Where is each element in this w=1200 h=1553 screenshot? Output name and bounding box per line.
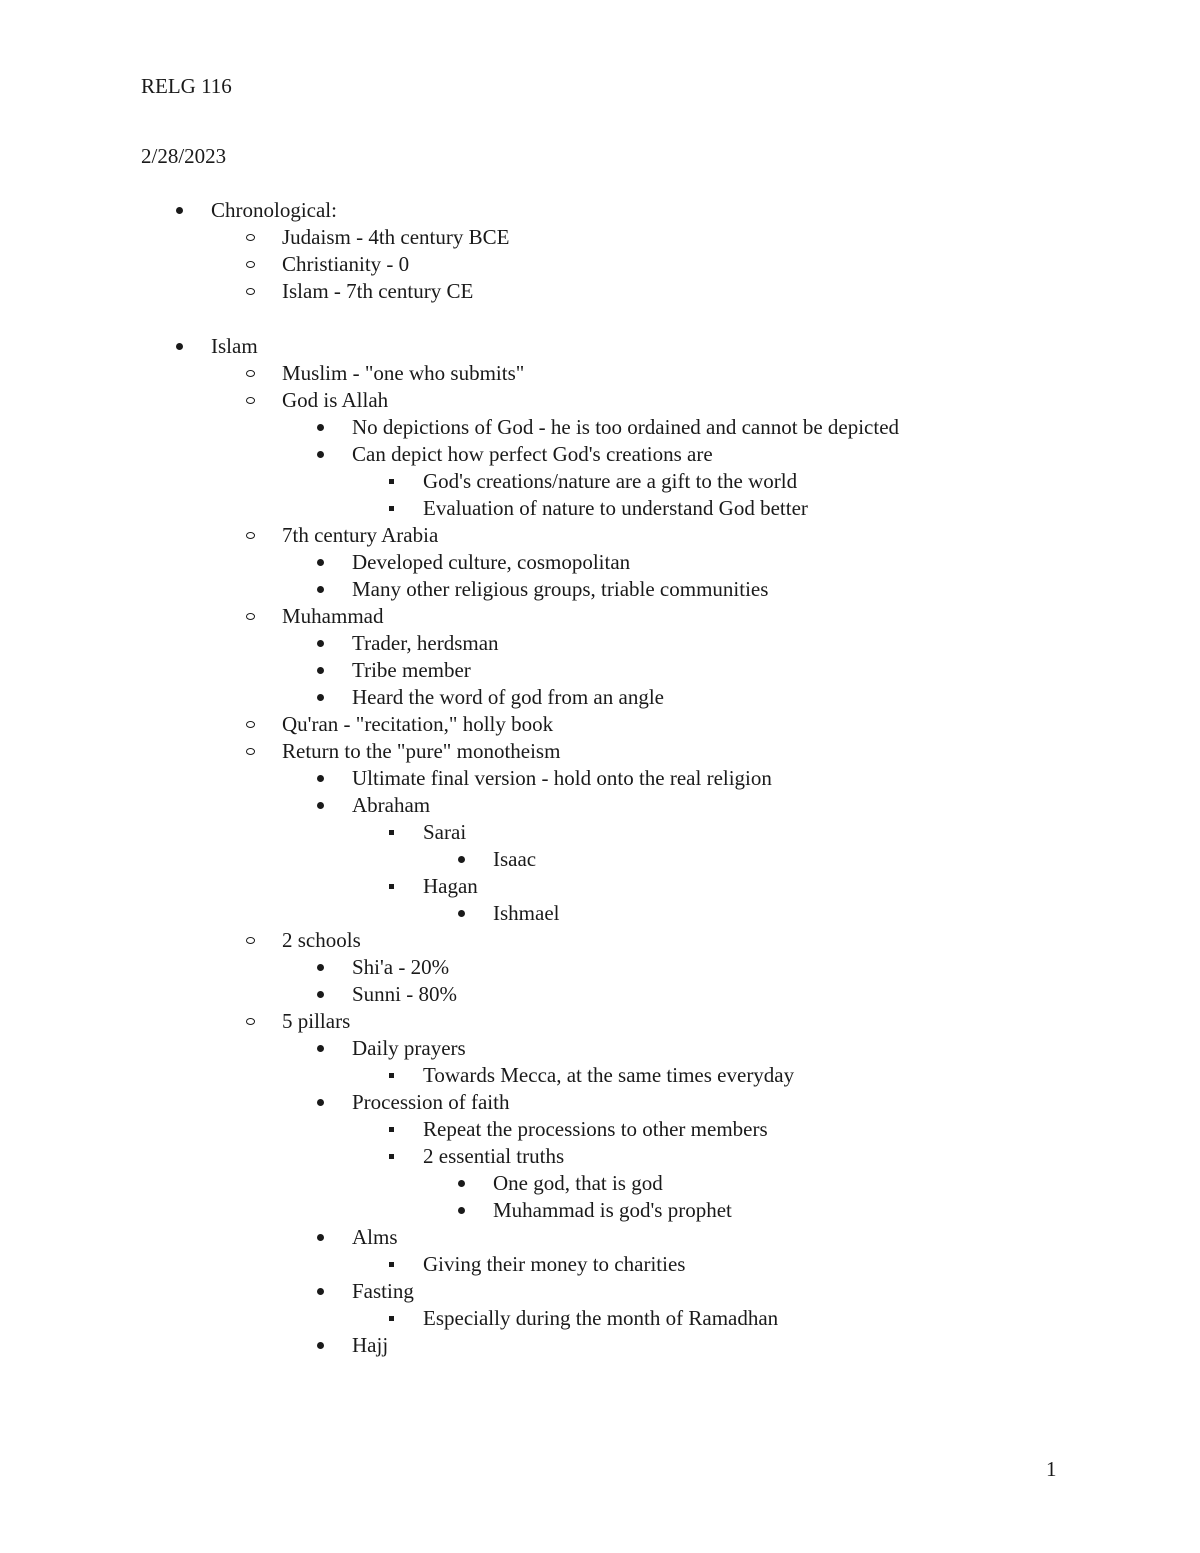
hollow-bullet-icon	[240, 224, 260, 251]
outline-item-level-3	[0, 1035, 1200, 1062]
outline-item-level-3	[0, 954, 1200, 981]
square-bullet-icon	[381, 1305, 401, 1332]
page-number: 1	[1046, 1457, 1057, 1481]
outline-item-text: Hagan	[423, 874, 478, 898]
hollow-bullet-icon	[240, 1008, 260, 1035]
bullet-icon	[310, 765, 330, 792]
outline-item-level-2	[0, 522, 1200, 549]
outline-item-level-1	[0, 197, 1200, 224]
outline-item-text: Towards Mecca, at the same times everyday	[423, 1063, 795, 1087]
outline-item-level-4	[0, 1062, 1200, 1089]
outline-item-level-2	[0, 251, 1200, 278]
square-bullet-icon	[381, 819, 401, 846]
outline-item-text: Repeat the processions to other members	[423, 1117, 768, 1141]
outline-item-text: No depictions of God - he is too ordained and cannot be depicted	[352, 415, 900, 439]
outline-item-text: Ultimate final version - hold onto the real religion	[352, 766, 772, 790]
hollow-bullet-icon	[240, 603, 260, 630]
hollow-bullet-icon	[240, 387, 260, 414]
bullet-icon	[169, 197, 189, 224]
outline-item-level-2	[0, 360, 1200, 387]
outline-item-level-4	[0, 1305, 1200, 1332]
outline-item-text: Islam	[211, 334, 258, 358]
outline-item-text: God's creations/nature are a gift to the world	[423, 469, 798, 493]
bullet-icon	[310, 1089, 330, 1116]
hollow-bullet-icon	[240, 278, 260, 305]
outline-item-level-5	[0, 1170, 1200, 1197]
note-date: 2/28/2023	[141, 144, 227, 168]
bullet-icon	[310, 954, 330, 981]
outline-item-level-2	[0, 711, 1200, 738]
square-bullet-icon	[381, 1251, 401, 1278]
outline-item-text: Return to the "pure" monotheism	[282, 739, 561, 763]
bullet-icon	[451, 900, 471, 927]
outline-item-text: Shi'a - 20%	[352, 955, 450, 979]
outline-item-text: Giving their money to charities	[423, 1252, 686, 1276]
outline-item-text: Isaac	[493, 847, 537, 871]
outline-item-text: Procession of faith	[352, 1090, 510, 1114]
outline-item-text: Sunni - 80%	[352, 982, 457, 1006]
outline-item-text: Qu'ran - "recitation," holly book	[282, 712, 554, 736]
outline-item-text: Sarai	[423, 820, 467, 844]
outline-item-level-4	[0, 495, 1200, 522]
outline-item-level-3	[0, 657, 1200, 684]
outline-item-text: Muhammad	[282, 604, 384, 628]
outline-item-text: Chronological:	[211, 198, 337, 222]
hollow-bullet-icon	[240, 711, 260, 738]
outline-item-text: Tribe member	[352, 658, 471, 682]
bullet-icon	[310, 576, 330, 603]
outline-item-level-3	[0, 630, 1200, 657]
outline-item-level-2	[0, 1008, 1200, 1035]
hollow-bullet-icon	[240, 522, 260, 549]
outline-item-text: Especially during the month of Ramadhan	[423, 1306, 779, 1330]
bullet-icon	[310, 1332, 330, 1359]
outline-item-level-3	[0, 684, 1200, 711]
outline-item-text: Hajj	[352, 1333, 389, 1357]
bullet-icon	[451, 846, 471, 873]
outline-item-text: Abraham	[352, 793, 431, 817]
bullet-icon	[310, 981, 330, 1008]
outline-item-text: Heard the word of god from an angle	[352, 685, 664, 709]
bullet-icon	[310, 1224, 330, 1251]
bullet-icon	[451, 1197, 471, 1224]
outline-item-level-5	[0, 900, 1200, 927]
outline-item-level-4	[0, 1116, 1200, 1143]
outline-item-text: One god, that is god	[493, 1171, 663, 1195]
bullet-icon	[310, 441, 330, 468]
outline-item-text: Islam - 7th century CE	[282, 279, 474, 303]
outline-item-level-2	[0, 278, 1200, 305]
outline-item-level-3	[0, 1278, 1200, 1305]
bullet-icon	[310, 630, 330, 657]
outline-item-level-3	[0, 1224, 1200, 1251]
bullet-icon	[169, 333, 189, 360]
square-bullet-icon	[381, 873, 401, 900]
outline-item-text: Daily prayers	[352, 1036, 466, 1060]
outline-item-level-5	[0, 846, 1200, 873]
outline-item-level-3	[0, 1089, 1200, 1116]
outline-item-text: God is Allah	[282, 388, 389, 412]
hollow-bullet-icon	[240, 251, 260, 278]
outline-item-text: 5 pillars	[282, 1009, 351, 1033]
outline-item-level-2	[0, 387, 1200, 414]
outline-item-text: 7th century Arabia	[282, 523, 439, 547]
outline-item-level-4	[0, 873, 1200, 900]
outline-item-text: Muhammad is god's prophet	[493, 1198, 732, 1222]
outline-item-text: Judaism - 4th century BCE	[282, 225, 510, 249]
outline-item-level-3	[0, 441, 1200, 468]
bullet-icon	[310, 414, 330, 441]
outline-item-text: Muslim - "one who submits"	[282, 361, 525, 385]
outline-item-text: 2 schools	[282, 928, 361, 952]
outline-item-text: Developed culture, cosmopolitan	[352, 550, 631, 574]
outline-item-level-4	[0, 1143, 1200, 1170]
outline-item-level-5	[0, 1197, 1200, 1224]
hollow-bullet-icon	[240, 360, 260, 387]
outline-item-level-3	[0, 414, 1200, 441]
outline-item-level-3	[0, 576, 1200, 603]
bullet-icon	[310, 657, 330, 684]
bullet-icon	[310, 792, 330, 819]
outline-item-level-2	[0, 224, 1200, 251]
bullet-icon	[451, 1170, 471, 1197]
outline-item-text: 2 essential truths	[423, 1144, 565, 1168]
outline-item-level-3	[0, 981, 1200, 1008]
bullet-icon	[310, 549, 330, 576]
outline-item-text: Trader, herdsman	[352, 631, 499, 655]
bullet-icon	[310, 1035, 330, 1062]
hollow-bullet-icon	[240, 927, 260, 954]
outline-item-text: Evaluation of nature to understand God better	[423, 496, 808, 520]
outline-item-level-4	[0, 819, 1200, 846]
outline-item-level-3	[0, 549, 1200, 576]
square-bullet-icon	[381, 495, 401, 522]
bullet-icon	[310, 1278, 330, 1305]
outline-item-text: Many other religious groups, triable communities	[352, 577, 769, 601]
hollow-bullet-icon	[240, 738, 260, 765]
square-bullet-icon	[381, 468, 401, 495]
outline-item-level-2	[0, 738, 1200, 765]
outline-item-level-2	[0, 603, 1200, 630]
bullet-icon	[310, 684, 330, 711]
course-title: RELG 116	[141, 74, 232, 98]
outline-item-level-4	[0, 1251, 1200, 1278]
outline-item-level-2	[0, 927, 1200, 954]
outline-item-level-1	[0, 333, 1200, 360]
outline-item-level-3	[0, 1332, 1200, 1359]
outline-item-level-4	[0, 468, 1200, 495]
outline-item-text: Alms	[352, 1225, 398, 1249]
square-bullet-icon	[381, 1062, 401, 1089]
outline-item-text: Ishmael	[493, 901, 560, 925]
square-bullet-icon	[381, 1143, 401, 1170]
outline-item-level-3	[0, 765, 1200, 792]
outline-item-text: Can depict how perfect God's creations are	[352, 442, 713, 466]
outline-item-level-3	[0, 792, 1200, 819]
outline-item-text: Fasting	[352, 1279, 414, 1303]
outline-item-text: Christianity - 0	[282, 252, 410, 276]
square-bullet-icon	[381, 1116, 401, 1143]
